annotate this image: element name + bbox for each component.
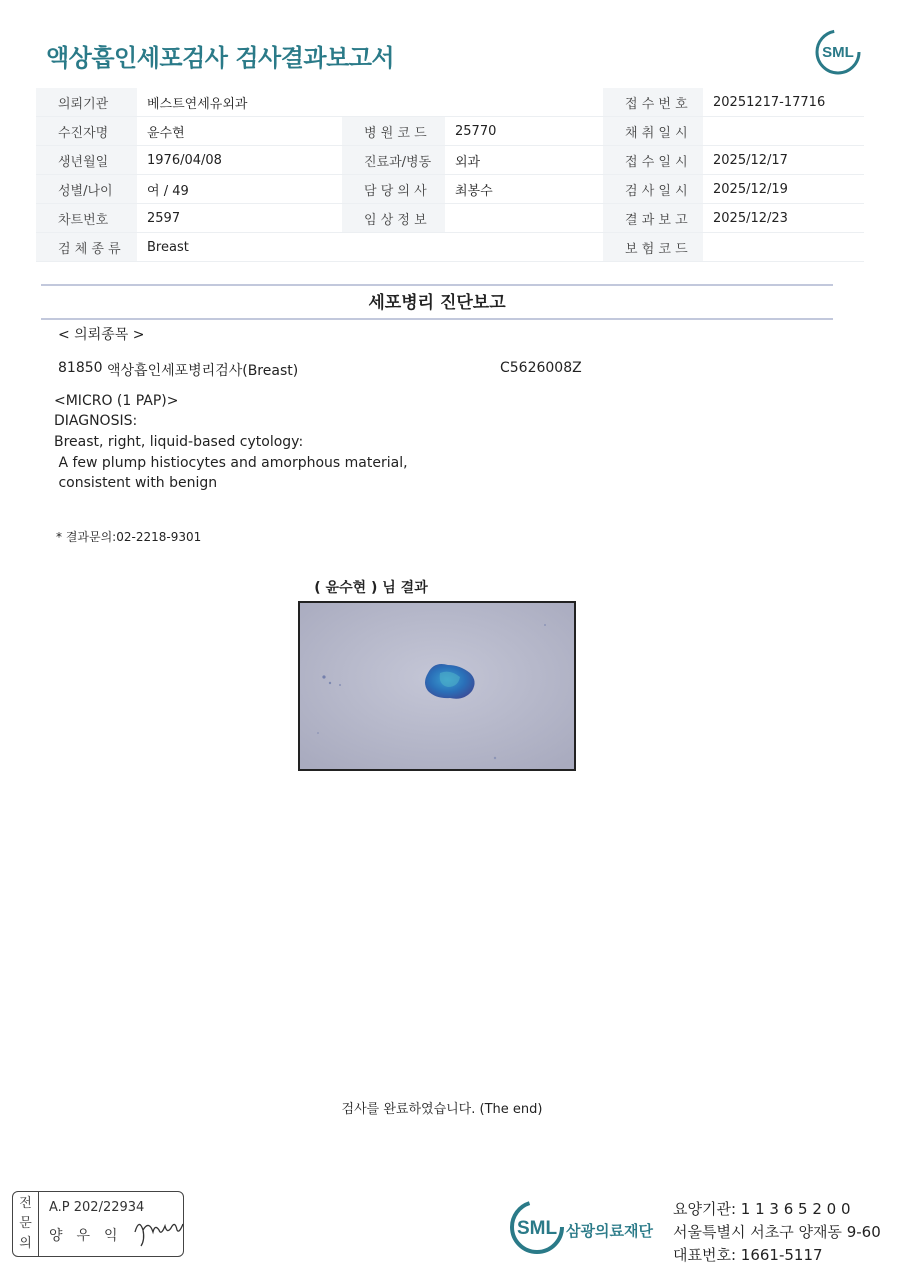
info-label: 차트번호	[36, 204, 137, 233]
info-value	[445, 233, 603, 262]
sml-logo-text: SML	[822, 44, 854, 61]
order-id: C5626008Z	[500, 360, 582, 376]
micro-label: <MICRO (1 PAP)>	[54, 393, 179, 409]
order-code: 81850	[58, 360, 103, 376]
diagnosis-line-1: A few plump histiocytes and amorphous material,	[54, 455, 408, 471]
photo-caption: ( 윤수현 ) 님 결과	[314, 580, 428, 596]
info-value: 윤수현	[137, 117, 342, 146]
info-value	[445, 88, 603, 117]
info-value: 1976/04/08	[137, 146, 342, 175]
institution-code: 요양기관: 1 1 3 6 5 2 0 0	[673, 1200, 851, 1218]
info-value: 2025/12/23	[703, 204, 864, 233]
info-label: 성별/나이	[36, 175, 137, 204]
info-row	[36, 233, 864, 262]
sml-logo	[814, 28, 862, 76]
info-value: 2025/12/17	[703, 146, 864, 175]
info-row	[36, 204, 864, 233]
phone-number: 대표번호: 1661-5117	[673, 1246, 823, 1264]
end-note: 검사를 완료하였습니다. (The end)	[341, 1102, 543, 1117]
info-label: 보 험 코 드	[603, 233, 703, 262]
pathologist-stamp	[12, 1191, 184, 1257]
info-row	[36, 146, 864, 175]
info-label: 검 사 일 시	[603, 175, 703, 204]
info-value: 20251217-17716	[703, 88, 864, 117]
stamp-ap-number: A.P 202/22934	[49, 1200, 145, 1215]
info-value: 최봉수	[445, 175, 603, 204]
inquiry-contact: * 결과문의:02-2218-9301	[56, 530, 202, 544]
info-value: 2025/12/19	[703, 175, 864, 204]
info-label: 생년월일	[36, 146, 137, 175]
report-title: 액상흡인세포검사 검사결과보고서	[46, 44, 395, 72]
info-label: 진료과/병동	[342, 146, 445, 175]
section-header	[41, 284, 833, 320]
stamp-side-char: 의	[19, 1236, 32, 1251]
info-value	[703, 117, 864, 146]
diagnosis-line-2: consistent with benign	[54, 475, 218, 491]
info-label: 담 당 의 사	[342, 175, 445, 204]
info-label: 의뢰기관	[36, 88, 137, 117]
info-label	[342, 88, 445, 117]
info-label: 결 과 보 고	[603, 204, 703, 233]
info-value: 베스트연세유외과	[137, 88, 342, 117]
diagnosis-label: DIAGNOSIS:	[54, 413, 138, 429]
signature-image	[131, 1210, 187, 1250]
stamp-side-char: 전	[19, 1196, 32, 1211]
info-label: 검 체 종 류	[36, 233, 137, 262]
info-value: 2597	[137, 204, 342, 233]
cytology-image	[298, 601, 576, 771]
info-value: 외과	[445, 146, 603, 175]
info-value	[703, 233, 864, 262]
foundation-name: 삼광의료재단	[566, 1222, 653, 1240]
diagnosis-site: Breast, right, liquid-based cytology:	[54, 434, 304, 450]
order-header: < 의뢰종목 >	[58, 327, 145, 343]
info-row	[36, 117, 864, 146]
stamp-doctor-name: 양우익	[49, 1228, 132, 1244]
info-label: 접 수 번 호	[603, 88, 703, 117]
info-label: 채 취 일 시	[603, 117, 703, 146]
section-title: 세포병리 진단보고	[368, 293, 506, 313]
info-label: 접 수 일 시	[603, 146, 703, 175]
sml-footer-logo-text: SML	[516, 1218, 558, 1239]
patient-info-table	[36, 88, 864, 262]
info-label	[342, 233, 445, 262]
cytology-micrograph	[300, 603, 574, 769]
order-name: 액상흡인세포병리검사(Breast)	[107, 363, 299, 379]
info-row	[36, 175, 864, 204]
info-row	[36, 88, 864, 117]
address: 서울특별시 서초구 양재동 9-60	[673, 1223, 881, 1241]
info-label: 병 원 코 드	[342, 117, 445, 146]
info-label: 수진자명	[36, 117, 137, 146]
info-value	[445, 204, 603, 233]
info-value: Breast	[137, 233, 342, 262]
info-value: 25770	[445, 117, 603, 146]
info-value: 여 / 49	[137, 175, 342, 204]
stamp-side-char: 문	[19, 1216, 32, 1231]
stamp-side-label	[13, 1192, 39, 1256]
info-label: 임 상 정 보	[342, 204, 445, 233]
